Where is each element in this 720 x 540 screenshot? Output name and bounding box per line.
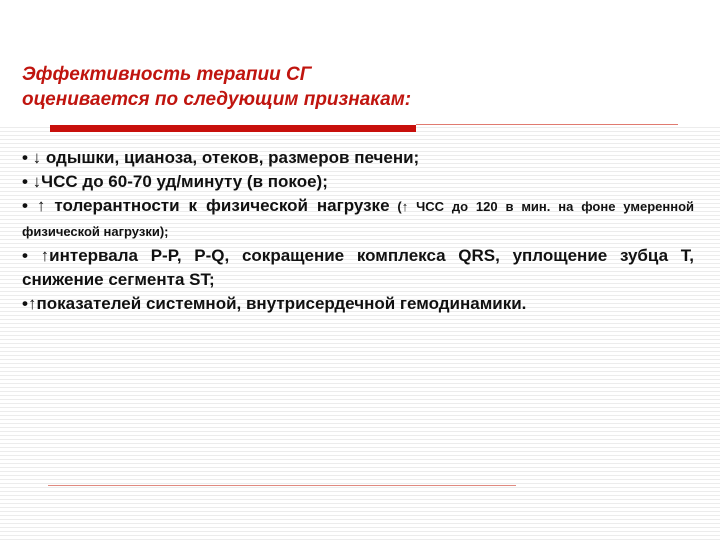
bullet-item: • ↓ЧСС до 60-70 уд/минуту (в покое); [22, 172, 328, 191]
title-line-1: Эффективность терапии СГ [22, 64, 312, 85]
bullet-item: • ↑ толерантности к физической нагрузке (↑ ЧСС до 120 в мин. на фоне умеренной физической нагрузки); [22, 196, 694, 239]
title-line-2: оценивается по следующим признакам: [22, 89, 412, 110]
title-divider-thin [416, 124, 678, 125]
slide-title [22, 62, 662, 112]
bullet-item: • ↑интервала P-P, P-Q, сокращение комплекса QRS, уплощение зубца T, снижение сегмента ST; [22, 246, 694, 289]
bullet-list [22, 146, 694, 316]
footer-divider [48, 485, 516, 486]
bullet-item: • ↓ одышки, цианоза, отеков, размеров печени; [22, 148, 420, 167]
bullet-item-note: (↑ ЧСС до 120 в мин. на фоне умеренной физической нагрузки); [22, 199, 694, 239]
bullet-item: •↑показателей системной, внутрисердечной гемодинамики. [22, 294, 527, 313]
title-divider-bar [50, 125, 416, 132]
